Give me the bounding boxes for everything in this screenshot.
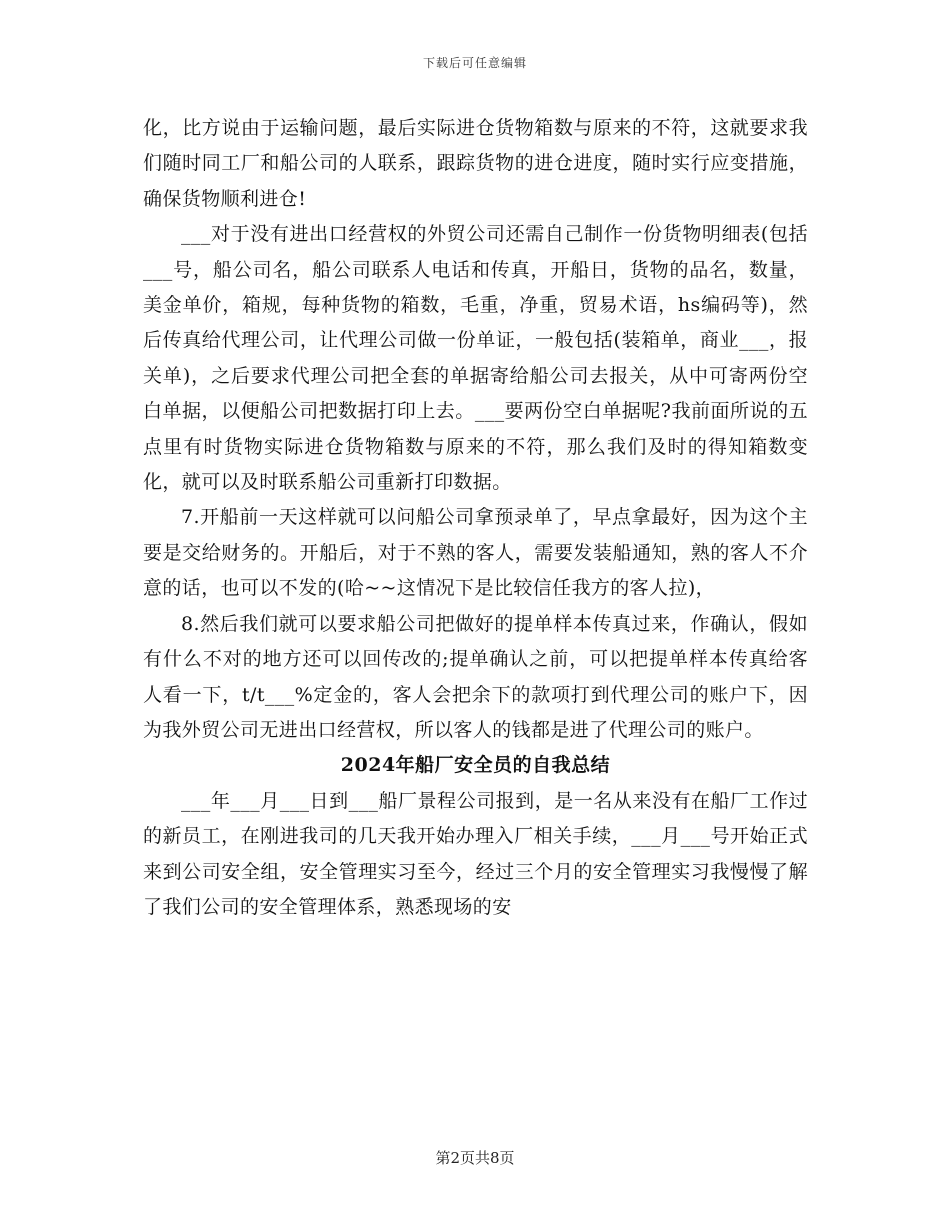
paragraph-step-8: 8.然后我们就可以要求船公司把做好的提单样本传真过来，作确认，假如有什么不对的地方还可以回传改的;提单确认之前，可以把提单样本传真给客人看一下，t/t___%定金的，客人会把余下的款项打到代理公司的账户下，因为我外贸公司无进出口经营权，所以客人的钱都是进了代理公司的账户。 <box>143 612 808 741</box>
paragraph-continuation: 化，比方说由于运输问题，最后实际进仓货物箱数与原来的不符，这就要求我们随时同工厂和船公司的人联系，跟踪货物的进仓进度，随时实行应变措施，确保货物顺利进仓! <box>143 117 808 210</box>
page-header: 下载后可任意编辑 <box>422 56 527 70</box>
paragraph-detail-list: ___对于没有进出口经营权的外贸公司还需自己制作一份货物明细表(包括___号，船公司名，船公司联系人电话和传真，开船日，货物的品名，数量，美金单价，箱规，每种货物的箱数，毛重，净重，贸易术语，hs编码等)，然后传真给代理公司，让代理公司做一份单证，一般包括(装箱单，商业___，报关单)，之后要求代理公司把全套的单据寄给船公司去报关，从中可寄两份空白单据，以便船公司把数据打印上去。___要两份空白单据呢?我前面所说的五点里有时货物实际进仓货物箱数与原来的不符，那么我们及时的得知箱数变化，就可以及时联系船公司重新打印数据。 <box>143 223 808 494</box>
page-footer: 第2页共8页 <box>435 1149 515 1167</box>
paragraph-summary-intro: ___年___月___日到___船厂景程公司报到，是一名从来没有在船厂工作过的新员工，在刚进我司的几天我开始办理入厂相关手续，___月___号开始正式来到公司安全组，安全管理实习至今，经过三个月的安全管理实习我慢慢了解了我们公司的安全管理体系，熟悉现场的安 <box>143 789 808 918</box>
paragraph-step-7: 7.开船前一天这样就可以问船公司拿预录单了，早点拿最好，因为这个主要是交给财务的。开船后，对于不熟的客人，需要发装船通知，熟的客人不介意的话，也可以不发的(哈~~这情况下是比较信任我方的客人拉)， <box>143 506 808 600</box>
document-body <box>143 111 808 925</box>
section-title: 2024年船厂安全员的自我总结 <box>340 754 611 777</box>
